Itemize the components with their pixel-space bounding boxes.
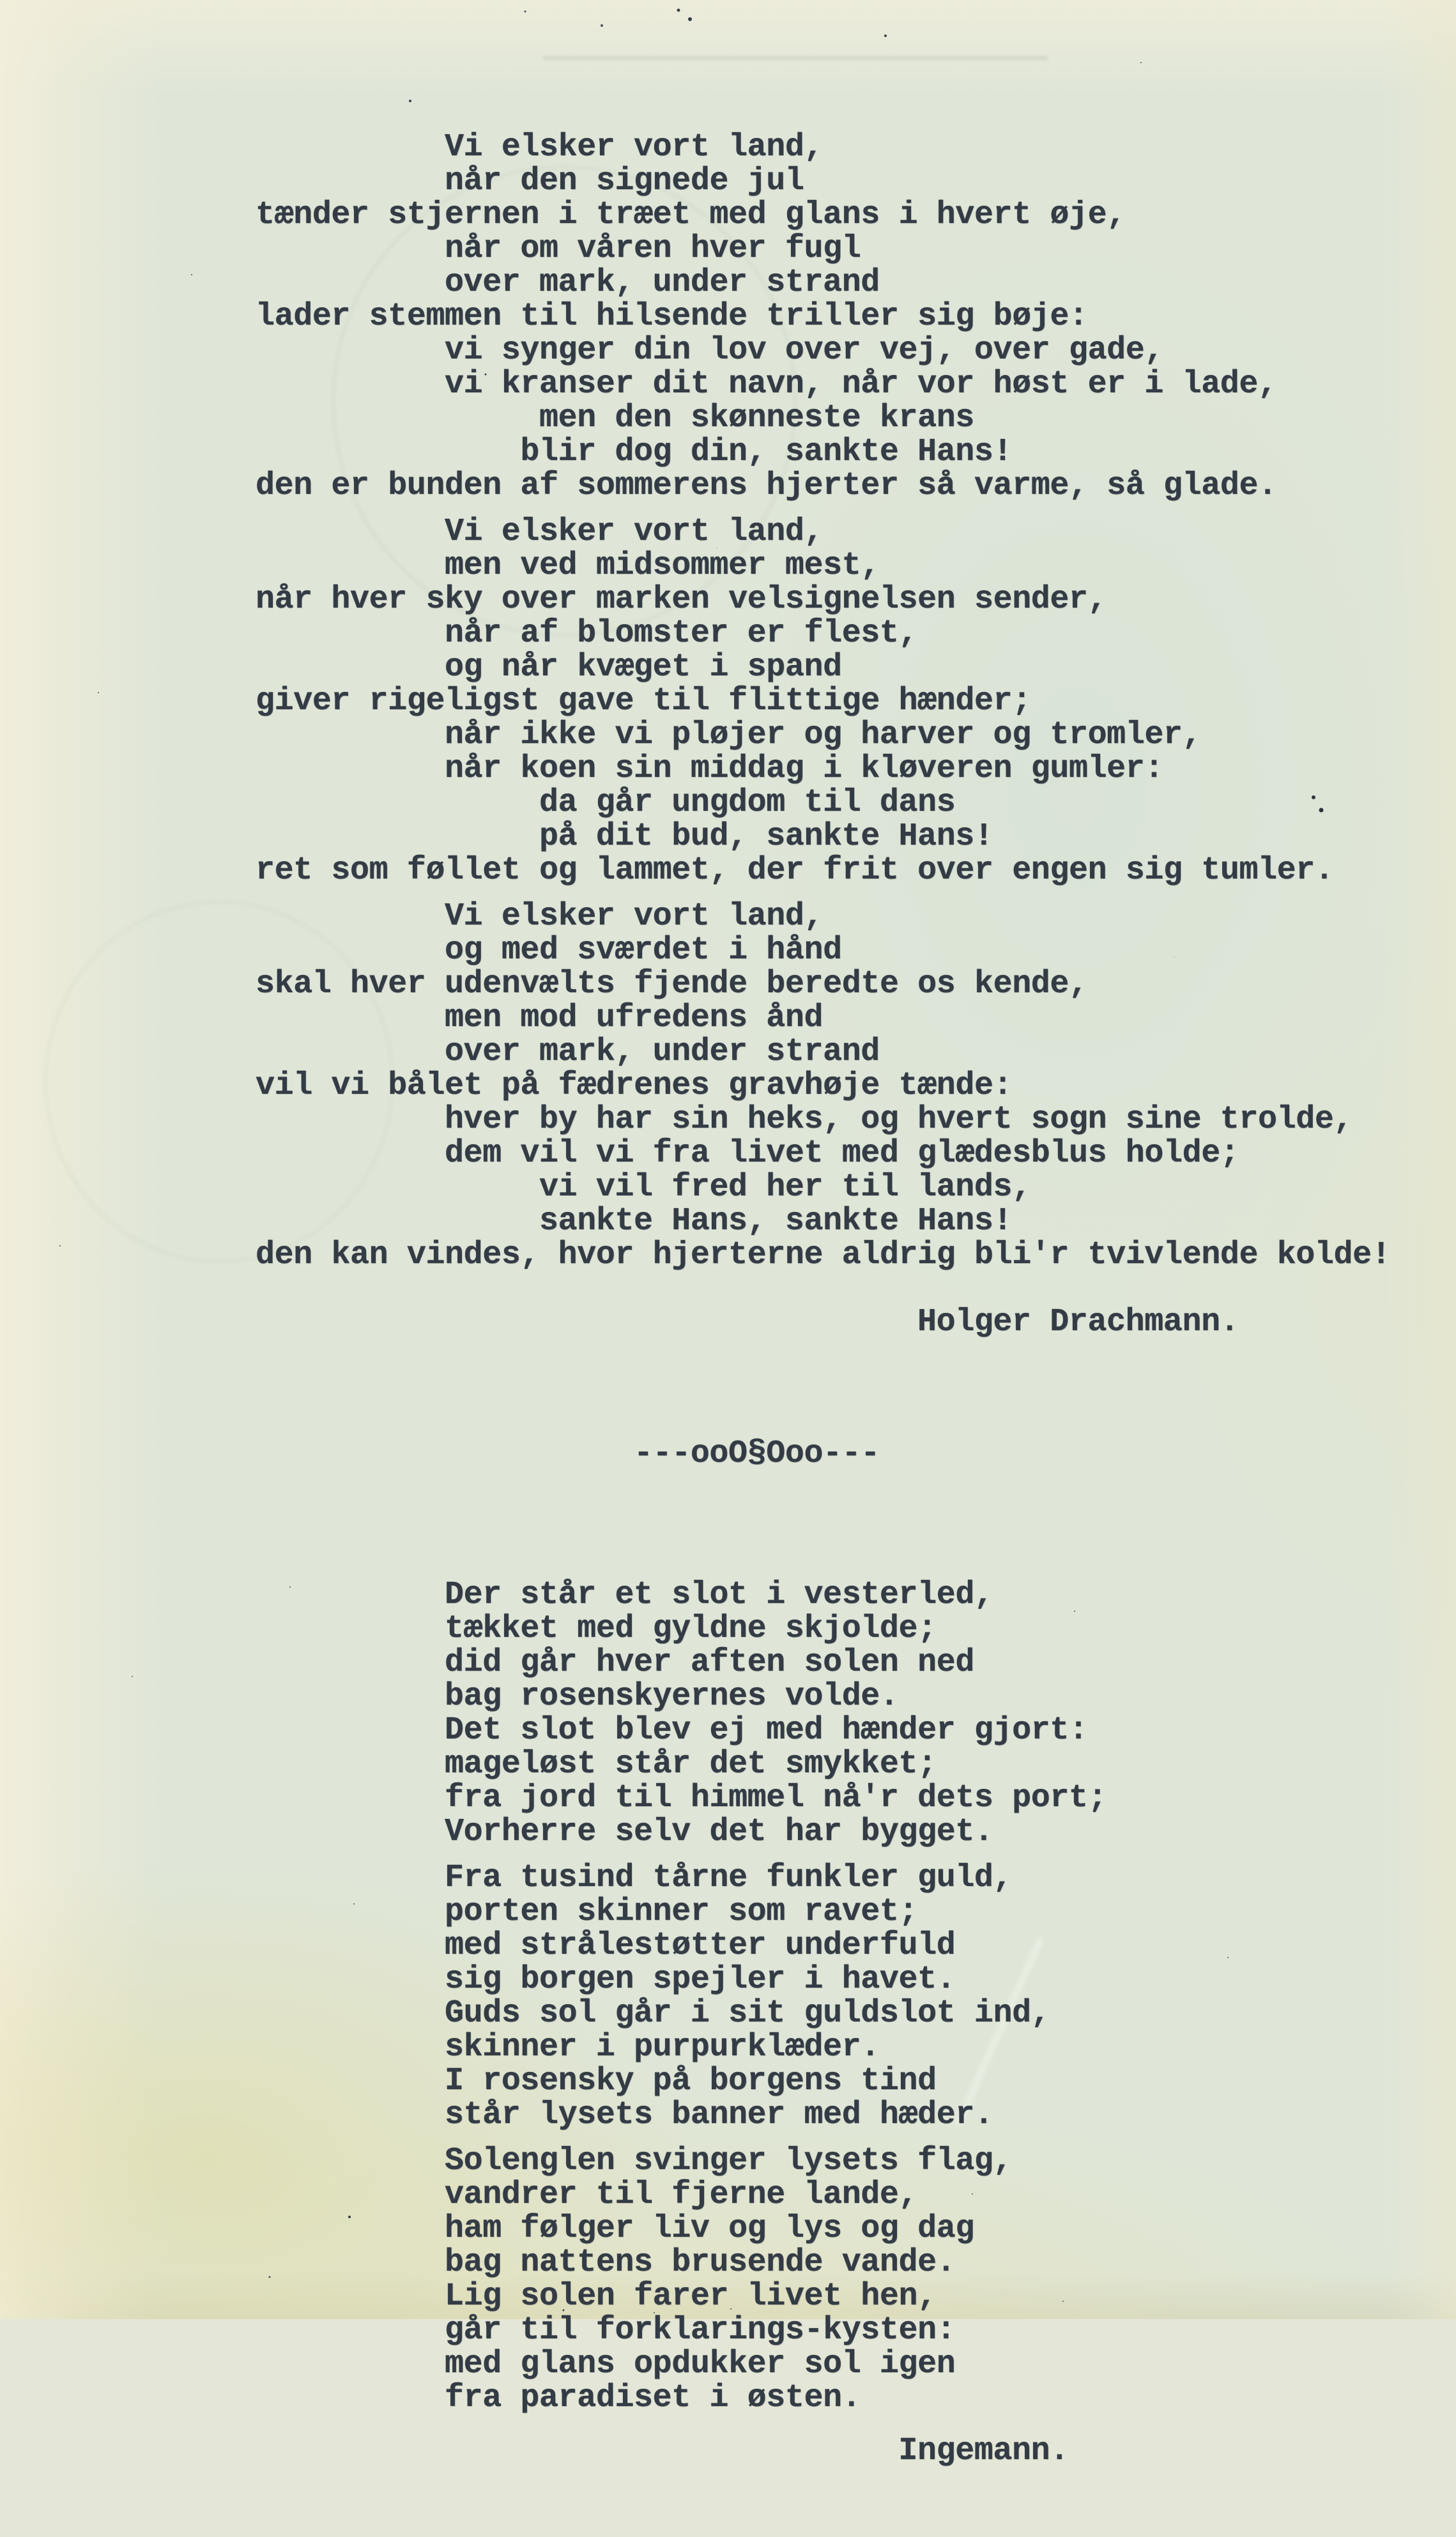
poem-line: ret som føllet og lammet, der frit over engen sig tumler.: [256, 852, 1334, 889]
poem-line: når af blomster er flest,: [445, 615, 918, 652]
poem-line: mageløst står det smykket;: [445, 1746, 937, 1782]
poem-line: tækket med gyldne skjolde;: [445, 1611, 937, 1647]
poem-line: vil vi bålet på fædrenes gravhøje tænde:: [256, 1068, 1013, 1104]
poem-line: når den signede jul: [445, 163, 804, 199]
poem-line: porten skinner som ravet;: [445, 1894, 918, 1930]
poem-line: sankte Hans, sankte Hans!: [539, 1203, 1013, 1239]
typewritten-content: [256, 63, 1456, 2536]
poem-line: den kan vindes, hvor hjerterne aldrig bli'r tvivlende kolde!: [256, 1237, 1391, 1273]
poem-line: når ikke vi pløjer og harver og tromler,: [445, 717, 1202, 753]
poem-line: over mark, under strand: [445, 1034, 880, 1070]
poem-line: vi vil fred her til lands,: [539, 1169, 1031, 1206]
poem-line: Vorherre selv det har bygget.: [445, 1814, 993, 1850]
ink-specks: [0, 0, 3, 3]
poem-line: når hver sky over marken velsignelsen sender,: [256, 581, 1107, 618]
stanza: [256, 1578, 1456, 1849]
poem-line: men mod ufredens ånd: [445, 1000, 824, 1036]
poem-attribution: Holger Drachmann.: [917, 1304, 1239, 1340]
poem-line: tænder stjernen i træet med glans i hvert øje,: [256, 197, 1126, 233]
poem-line: did går hver aften solen ned: [445, 1644, 974, 1681]
poem-line: med glans opdukker sol igen: [445, 2346, 956, 2382]
poem-line: vi synger din lov over vej, over gade,: [445, 332, 1163, 369]
poem-line: når om våren hver fugl: [445, 231, 861, 267]
section-separator: ---ooO§Ooo---: [634, 1436, 880, 1472]
poem-line: vandrer til fjerne lande,: [445, 2177, 918, 2213]
poem-line: fra jord til himmel nå'r dets port;: [445, 1780, 1107, 1816]
poem-line: Det slot blev ej med hænder gjort:: [445, 1712, 1088, 1749]
stanza: [256, 2144, 1456, 2415]
poem-line: giver rigeligst gave til flittige hænder;: [256, 683, 1031, 719]
poem-line: Vi elsker vort land,: [445, 898, 824, 935]
poem-line: bag nattens brusende vande.: [445, 2244, 956, 2281]
poem-line: hver by har sin heks, og hvert sogn sine trolde,: [445, 1101, 1353, 1138]
poem-line: Vi elsker vort land,: [445, 514, 824, 550]
poem-line: men den skønneste krans: [539, 400, 974, 436]
ink-smear: [543, 56, 1048, 60]
poem-line: men ved midsommer mest,: [445, 548, 880, 584]
stanza: [256, 515, 1456, 887]
poem-vi-elsker-vort-land: [256, 130, 1456, 1339]
poem-line: Guds sol går i sit guldslot ind,: [445, 1995, 1050, 2032]
poem-line: med strålestøtter underfuld: [445, 1928, 956, 1964]
poem-line: og med sværdet i hånd: [445, 932, 842, 969]
poem-line: den er bunden af sommerens hjerter så varme, så glade.: [256, 468, 1277, 504]
poem-attribution: Ingemann.: [898, 2433, 1069, 2469]
poem-line: skinner i purpurklæder.: [445, 2029, 880, 2066]
poem-line: Solenglen svinger lysets flag,: [445, 2143, 1013, 2179]
poem-line: fra paradiset i østen.: [445, 2380, 861, 2416]
poem-line: Der står et slot i vesterled,: [445, 1577, 993, 1613]
poem-line: står lysets banner med hæder.: [445, 2097, 993, 2133]
poem-line: Fra tusind tårne funkler guld,: [445, 1860, 1013, 1896]
poem-line: blir dog din, sankte Hans!: [520, 434, 1013, 470]
poem-line: Vi elsker vort land,: [445, 129, 824, 165]
stanza: [256, 900, 1456, 1272]
poem-line: sig borgen spejler i havet.: [445, 1961, 956, 1998]
poem-line: da går ungdom til dans: [539, 785, 956, 821]
poem-line: skal hver udenvælts fjende beredte os kende,: [256, 966, 1088, 1002]
poem-line: på dit bud, sankte Hans!: [539, 818, 993, 855]
poem-line: bag rosenskyernes volde.: [445, 1678, 899, 1715]
poem-line: Lig solen farer livet hen,: [445, 2278, 937, 2315]
poem-line: og når kvæget i spand: [445, 649, 842, 686]
poem-line: over mark, under strand: [445, 264, 880, 301]
poem-line: vi kranser dit navn, når vor høst er i lade,: [445, 366, 1277, 402]
stanza: [256, 130, 1456, 503]
poem-line: lader stemmen til hilsende triller sig bøje:: [256, 298, 1088, 335]
poem-der-staar-et-slot: [256, 1578, 1456, 2468]
poem-line: går til forklarings-kysten:: [445, 2312, 956, 2349]
stanza: [256, 1861, 1456, 2132]
poem-line: ham følger liv og lys og dag: [445, 2211, 974, 2247]
poem-line: I rosensky på borgens tind: [445, 2063, 937, 2099]
poem-line: når koen sin middag i kløveren gumler:: [445, 751, 1163, 787]
poem-line: dem vil vi fra livet med glædesblus holde;: [445, 1135, 1239, 1172]
